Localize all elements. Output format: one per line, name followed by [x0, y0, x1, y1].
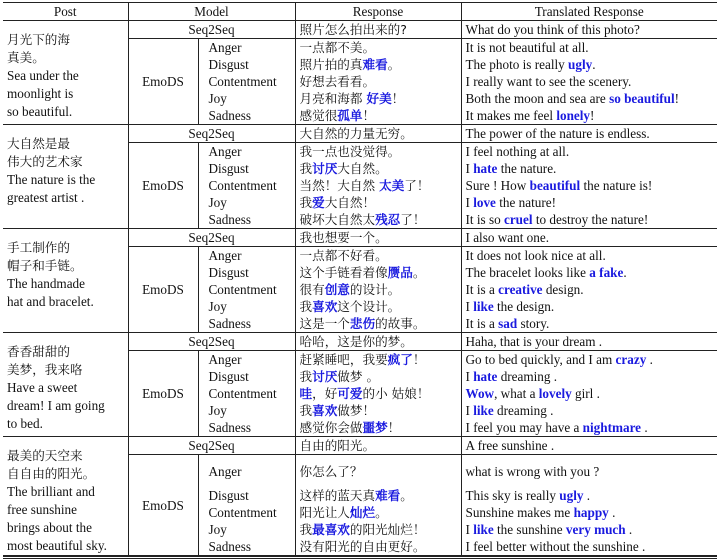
response-cell	[295, 90, 461, 107]
header-translated: Translated Response	[461, 3, 717, 21]
text-segment: 做梦！	[337, 403, 376, 418]
post-line: hat and bracelet.	[7, 294, 94, 309]
translated-cell	[461, 521, 717, 538]
post-line: 香香甜甜的	[7, 344, 70, 359]
text-segment: ！	[412, 352, 426, 367]
response-cell	[295, 368, 461, 385]
translated-cell: A free sunshine .	[461, 437, 717, 455]
response-cell	[295, 521, 461, 538]
text-segment: 这个设计。	[337, 299, 401, 314]
translated-cell	[461, 90, 717, 107]
text-segment: story.	[517, 316, 550, 331]
text-segment: Sunshine makes me	[465, 505, 574, 520]
highlight-word: 喜欢	[312, 403, 338, 418]
emotion-label: Anger	[198, 247, 295, 265]
seq2seq-row	[3, 437, 717, 455]
response-cell	[295, 402, 461, 419]
response-cell	[295, 487, 461, 504]
seq2seq-row	[3, 21, 717, 39]
text-segment: 这是一个	[299, 316, 350, 331]
post-line: so beautiful.	[7, 104, 73, 119]
post-line: 伟大的艺术家	[7, 154, 83, 169]
translated-cell	[461, 56, 717, 73]
text-segment: 这样的蓝天真	[299, 488, 376, 503]
text-segment: It is so	[465, 212, 504, 227]
post-line: The handmade	[7, 276, 85, 291]
text-segment: to destroy the nature!	[532, 212, 649, 227]
emods-label: EmoDS	[128, 247, 198, 333]
text-segment: the sunshine	[493, 522, 566, 537]
emotion-label: Disgust	[198, 487, 295, 504]
translated-cell	[461, 39, 717, 57]
text-segment: 破坏大自然太	[299, 212, 376, 227]
text-segment: I	[465, 299, 474, 314]
post-cell	[3, 333, 128, 437]
text-segment: It makes me feel	[465, 108, 557, 123]
translated-cell	[461, 73, 717, 90]
text-segment: .	[608, 505, 616, 520]
post-line: 手工制作的	[7, 240, 70, 255]
text-segment: 我	[299, 403, 313, 418]
text-segment: 。	[400, 488, 413, 503]
text-segment: 我一点也没觉得。	[299, 144, 401, 159]
translated-cell	[461, 247, 717, 265]
text-segment: dreaming .	[497, 369, 558, 384]
post-line: The brilliant and	[7, 484, 95, 499]
text-segment: 月亮和海都	[299, 91, 367, 106]
highlight-word: like	[473, 403, 494, 418]
response-cell: 大自然的力量无穷。	[295, 125, 461, 143]
seq2seq-row	[3, 125, 717, 143]
emotion-label: Anger	[198, 143, 295, 161]
highlight-word: 最喜欢	[312, 522, 350, 537]
highlight-word: hate	[473, 161, 498, 176]
text-segment: .	[583, 488, 591, 503]
highlight-word: creative	[498, 282, 543, 297]
text-segment: 好想去看看。	[299, 74, 376, 89]
highlight-word: Wow	[465, 386, 495, 401]
highlight-word: 可爱	[337, 386, 363, 401]
translated-cell	[461, 419, 717, 437]
highlight-word: beautiful	[529, 178, 581, 193]
highlight-word: ugly	[568, 57, 593, 72]
response-cell	[295, 160, 461, 177]
text-segment: design.	[542, 282, 584, 297]
post-line: greatest artist .	[7, 190, 85, 205]
response-cell	[295, 504, 461, 521]
response-cell	[295, 455, 461, 488]
emotion-label: Anger	[198, 39, 295, 57]
text-segment: 赶紧睡吧，我要	[299, 352, 388, 367]
translated-cell	[461, 298, 717, 315]
seq2seq-label: Seq2Seq	[128, 437, 295, 455]
text-segment: !	[674, 91, 680, 106]
response-cell	[295, 211, 461, 229]
highlight-word: like	[473, 522, 494, 537]
highlight-word: sad	[498, 316, 518, 331]
text-segment: Sure ! How	[465, 178, 530, 193]
text-segment: 没有阳光的自由更好。	[299, 539, 426, 554]
text-segment: It is not beautiful at all.	[465, 40, 589, 55]
highlight-word: like	[473, 299, 494, 314]
post-line: free sunshine	[7, 502, 77, 517]
text-segment: It is a	[465, 316, 499, 331]
text-segment: 这个手链看着像	[299, 265, 388, 280]
text-segment: 大自然！	[324, 195, 376, 210]
text-segment: ！	[387, 420, 401, 435]
highlight-word: 难看	[362, 57, 388, 72]
text-segment: .	[641, 420, 648, 435]
translated-cell	[461, 455, 717, 488]
post-line: dream! I am going	[7, 398, 105, 413]
highlight-word: 悲伤	[349, 316, 376, 331]
translated-cell	[461, 107, 717, 125]
highlight-word: 哇	[299, 386, 313, 401]
text-segment: 你怎么了？	[299, 463, 363, 479]
post-cell	[3, 125, 128, 229]
highlight-word: 残忍	[375, 212, 401, 227]
response-cell: 照片怎么拍出来的?	[295, 21, 461, 39]
emotion-label: Joy	[198, 194, 295, 211]
emotion-label: Contentment	[198, 73, 295, 90]
highlight-word: lovely	[538, 386, 572, 401]
seq2seq-label: Seq2Seq	[128, 21, 295, 39]
highlight-word: ugly	[559, 488, 584, 503]
highlight-word: 喜欢	[312, 299, 338, 314]
text-segment: 。	[375, 505, 388, 520]
text-segment: 感觉你会做	[299, 420, 363, 435]
emotion-label: Sadness	[198, 419, 295, 437]
post-line: 大自然是最	[7, 136, 70, 151]
text-segment: It is a	[465, 282, 499, 297]
response-cell	[295, 247, 461, 265]
emotion-label: Sadness	[198, 107, 295, 125]
translated-cell	[461, 385, 717, 402]
header-row	[3, 3, 717, 21]
post-line: brings about the	[7, 520, 92, 535]
text-segment: I	[465, 522, 474, 537]
text-segment: 的故事。	[375, 316, 426, 331]
post-cell	[3, 21, 128, 125]
text-segment: 照片拍的真	[299, 57, 363, 72]
highlight-word: 好美	[366, 91, 392, 106]
text-segment: 一点都不好看。	[299, 248, 388, 263]
highlight-word: 难看	[375, 488, 401, 503]
post-line: Have a sweet	[7, 380, 78, 395]
header-post: Post	[3, 3, 128, 21]
response-cell	[295, 315, 461, 333]
text-segment: It does not look nice at all.	[465, 248, 606, 263]
highlight-word: cruel	[503, 212, 533, 227]
translated-cell	[461, 143, 717, 161]
emotion-label: Sadness	[198, 211, 295, 229]
text-segment: .	[623, 265, 627, 280]
text-segment: Go to bed quickly, and I am	[465, 352, 616, 367]
response-cell	[295, 264, 461, 281]
highlight-word: a fake	[589, 265, 624, 280]
translated-cell	[461, 194, 717, 211]
response-cell	[295, 351, 461, 369]
text-segment: 做梦 。	[337, 369, 380, 384]
text-segment: ！	[391, 91, 405, 106]
emods-label: EmoDS	[128, 143, 198, 229]
response-cell	[295, 177, 461, 194]
highlight-word: lonely	[556, 108, 591, 123]
header-response: Response	[295, 3, 461, 21]
response-cell	[295, 39, 461, 57]
emotion-label: Joy	[198, 298, 295, 315]
text-segment: 我	[299, 195, 313, 210]
text-segment: ，好	[312, 386, 338, 401]
highlight-word: crazy	[615, 352, 647, 367]
translated-cell	[461, 504, 717, 521]
post-line: Sea under the	[7, 68, 79, 83]
table-body	[3, 21, 717, 556]
emotion-label: Disgust	[198, 264, 295, 281]
text-segment: 大自然。	[337, 161, 388, 176]
text-segment: .	[625, 522, 633, 537]
text-segment: the nature!	[495, 195, 556, 210]
highlight-word: 疯了	[387, 352, 413, 367]
text-segment: 很有	[299, 282, 325, 297]
text-segment: 的设计。	[349, 282, 401, 297]
text-segment: I	[465, 369, 474, 384]
response-cell	[295, 538, 461, 556]
text-segment: I	[465, 195, 474, 210]
seq2seq-row	[3, 229, 717, 247]
highlight-word: 灿烂	[349, 505, 376, 520]
text-segment: what is wrong with you ?	[465, 463, 600, 479]
emotion-label: Contentment	[198, 385, 295, 402]
post-line: 真美。	[7, 50, 45, 65]
translated-cell: What do you think of this photo?	[461, 21, 717, 39]
post-line: moonlight is	[7, 86, 74, 101]
emotion-label: Contentment	[198, 177, 295, 194]
translated-cell	[461, 402, 717, 419]
text-segment: 当然！大自然	[299, 178, 380, 193]
highlight-word: 讨厌	[312, 369, 338, 384]
seq2seq-label: Seq2Seq	[128, 125, 295, 143]
response-cell	[295, 194, 461, 211]
text-segment: 阳光让人	[299, 505, 350, 520]
seq2seq-label: Seq2Seq	[128, 229, 295, 247]
table	[3, 3, 717, 556]
text-segment: 我	[299, 522, 313, 537]
text-segment: 的阳光灿烂！	[349, 522, 426, 537]
text-segment: 我	[299, 161, 313, 176]
highlight-word: nightmare	[582, 420, 642, 435]
translated-cell	[461, 177, 717, 194]
emotion-label: Disgust	[198, 56, 295, 73]
text-segment: the nature is!	[580, 178, 653, 193]
emotion-label: Anger	[198, 455, 295, 488]
highlight-word: hate	[473, 369, 498, 384]
text-segment: 我	[299, 299, 313, 314]
text-segment: 的小 姑娘！	[362, 386, 430, 401]
emotion-label: Joy	[198, 402, 295, 419]
text-segment: I feel nothing at all.	[465, 144, 570, 159]
emotion-label: Sadness	[198, 538, 295, 556]
translated-cell	[461, 315, 717, 333]
translated-cell	[461, 160, 717, 177]
post-cell	[3, 437, 128, 556]
highlight-word: 噩梦	[362, 420, 388, 435]
text-segment: I feel better without the sunshine .	[465, 539, 646, 554]
post-line: The nature is the	[7, 172, 96, 187]
text-segment: The photo is really	[465, 57, 569, 72]
text-segment: 感觉很	[299, 108, 338, 123]
response-cell	[295, 73, 461, 90]
text-segment: I	[465, 161, 474, 176]
text-segment: 。	[387, 57, 401, 72]
response-cell: 自由的阳光。	[295, 437, 461, 455]
text-segment: I really want to see the scenery.	[465, 74, 632, 89]
post-line: to bed.	[7, 416, 43, 431]
response-cell	[295, 56, 461, 73]
translated-cell: Haha, that is your dream .	[461, 333, 717, 351]
text-segment: 。	[412, 265, 426, 280]
results-table	[3, 2, 717, 559]
seq2seq-label: Seq2Seq	[128, 333, 295, 351]
post-line: 最美的天空来	[7, 448, 83, 463]
text-segment: Both the moon and sea are	[465, 91, 610, 106]
highlight-word: happy	[573, 505, 609, 520]
highlight-word: 太美	[379, 178, 405, 193]
response-cell: 哈哈，这是你的梦。	[295, 333, 461, 351]
text-segment: ！	[362, 108, 376, 123]
text-segment: The bracelet looks like	[465, 265, 590, 280]
emotion-label: Disgust	[198, 368, 295, 385]
emotion-label: Sadness	[198, 315, 295, 333]
emotion-label: Joy	[198, 521, 295, 538]
translated-cell	[461, 487, 717, 504]
translated-cell	[461, 264, 717, 281]
text-segment: .	[592, 57, 596, 72]
highlight-word: 讨厌	[312, 161, 338, 176]
translated-cell	[461, 538, 717, 556]
emotion-label: Joy	[198, 90, 295, 107]
translated-cell	[461, 211, 717, 229]
text-segment: 一点都不美。	[299, 40, 376, 55]
text-segment: I feel you may have a	[465, 420, 583, 435]
post-cell	[3, 229, 128, 333]
text-segment: girl .	[571, 386, 600, 401]
text-segment: This sky is really	[465, 488, 560, 503]
text-segment: I	[465, 403, 474, 418]
emods-label: EmoDS	[128, 455, 198, 556]
text-segment: the nature.	[497, 161, 557, 176]
emods-label: EmoDS	[128, 39, 198, 125]
response-cell	[295, 281, 461, 298]
text-segment: , what a	[494, 386, 539, 401]
highlight-word: very much	[565, 522, 626, 537]
translated-cell: I also want one.	[461, 229, 717, 247]
post-line: 月光下的海	[7, 32, 70, 47]
highlight-word: 爱	[312, 195, 325, 210]
response-cell	[295, 419, 461, 437]
translated-cell	[461, 281, 717, 298]
emotion-label: Contentment	[198, 504, 295, 521]
emotion-label: Contentment	[198, 281, 295, 298]
text-segment: the design.	[493, 299, 555, 314]
response-cell: 我也想要一个。	[295, 229, 461, 247]
response-cell	[295, 143, 461, 161]
highlight-word: so beautiful	[609, 91, 675, 106]
seq2seq-row	[3, 333, 717, 351]
post-line: 自自由的阳光。	[7, 466, 96, 481]
emotion-label: Anger	[198, 351, 295, 369]
text-segment: 我	[299, 369, 313, 384]
translated-cell: The power of the nature is endless.	[461, 125, 717, 143]
text-segment: .	[646, 352, 653, 367]
response-cell	[295, 385, 461, 402]
highlight-word: 创意	[324, 282, 350, 297]
post-line: most beautiful sky.	[7, 538, 107, 553]
response-cell	[295, 107, 461, 125]
highlight-word: love	[473, 195, 496, 210]
text-segment: 了！	[404, 178, 430, 193]
header-model: Model	[128, 3, 295, 21]
emotion-label: Disgust	[198, 160, 295, 177]
translated-cell	[461, 368, 717, 385]
emods-label: EmoDS	[128, 351, 198, 437]
text-segment: !	[590, 108, 595, 123]
highlight-word: 孤单	[337, 108, 363, 123]
response-cell	[295, 298, 461, 315]
text-segment: 了！	[400, 212, 426, 227]
translated-cell	[461, 351, 717, 369]
highlight-word: 赝品	[387, 265, 413, 280]
post-line: 帽子和手链。	[7, 258, 83, 273]
post-line: 美梦，我来咯	[7, 362, 83, 377]
text-segment: dreaming .	[493, 403, 554, 418]
